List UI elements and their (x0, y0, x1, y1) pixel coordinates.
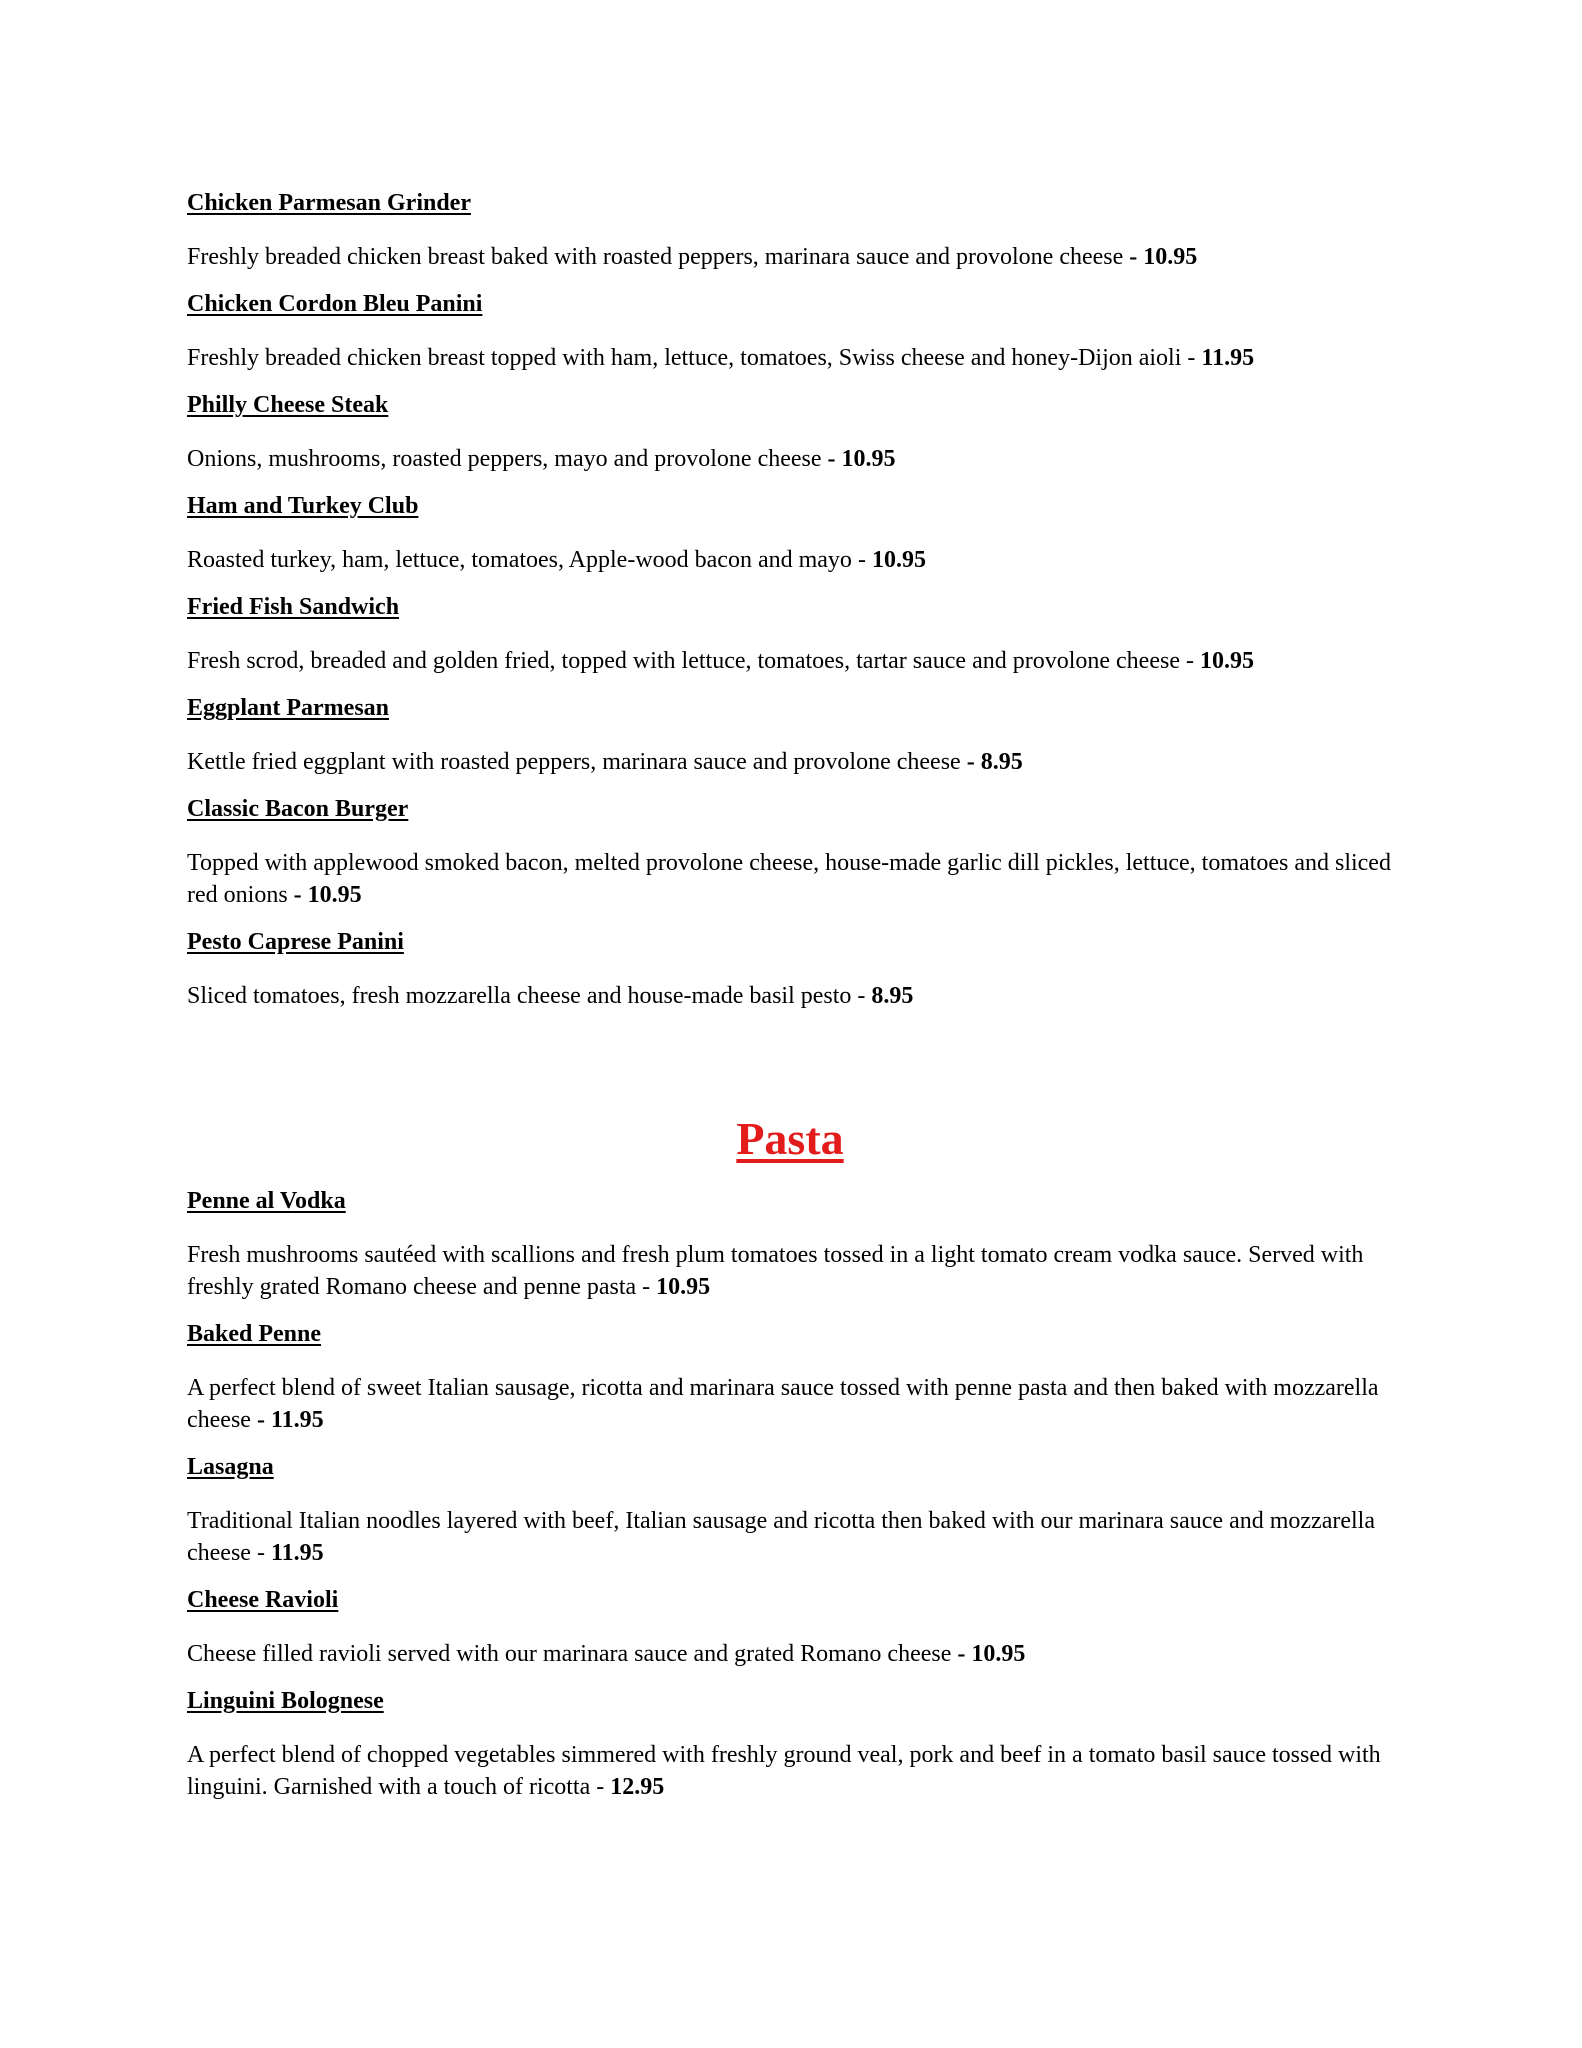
menu-item (187, 188, 1407, 273)
menu-item-name: Chicken Cordon Bleu Panini (187, 291, 483, 317)
price-separator: - (1179, 648, 1200, 674)
menu-item-price: 11.95 (270, 1540, 324, 1566)
menu-item-description-text: Sliced tomatoes, fresh mozzarella cheese and house-made basil pesto (187, 983, 852, 1009)
menu-item-description (187, 443, 1407, 475)
price-separator: - (1123, 244, 1144, 270)
menu-item-description (187, 746, 1407, 778)
price-separator: - (851, 547, 872, 573)
menu-item-description (187, 1505, 1407, 1569)
menu-item-description-text: Fresh mushrooms sautéed with scallions and fresh plum tomatoes tossed in a light tomato cream vodka sauce. Served with freshly grated Romano cheese and penne pasta (187, 1242, 1364, 1300)
menu-item-description (187, 241, 1407, 273)
menu-item-name: Chicken Parmesan Grinder (187, 190, 471, 216)
menu-item-description (187, 645, 1407, 677)
menu-item-name: Classic Bacon Burger (187, 796, 409, 822)
menu-item-description (187, 980, 1407, 1012)
pasta-section (187, 1112, 1407, 1819)
menu-item-price: 11.95 (1201, 345, 1255, 371)
menu-item-name: Ham and Turkey Club (187, 493, 419, 519)
menu-item (187, 927, 1407, 1012)
price-separator: - (821, 446, 842, 472)
menu-item-description-text: Freshly breaded chicken breast topped with ham, lettuce, tomatoes, Swiss cheese and honey-Dijon aioli (187, 345, 1182, 371)
menu-item (187, 592, 1407, 677)
menu-item-description-text: Kettle fried eggplant with roasted peppers, marinara sauce and provolone cheese (187, 749, 961, 775)
price-separator: - (250, 1540, 271, 1566)
menu-item (187, 491, 1407, 576)
menu-item-price: 8.95 (871, 983, 914, 1009)
menu-item-description-text: Onions, mushrooms, roasted peppers, mayo and provolone cheese (187, 446, 822, 472)
sandwich-section (187, 188, 1407, 1028)
menu-item-price: 10.95 (871, 547, 926, 573)
menu-item-description-text: Topped with applewood smoked bacon, melted provolone cheese, house-made garlic dill pickles, lettuce, tomatoes and sliced red onions (187, 850, 1391, 908)
menu-item (187, 794, 1407, 911)
menu-item-name: Fried Fish Sandwich (187, 594, 400, 620)
menu-item-name: Linguini Bolognese (187, 1688, 384, 1714)
menu-item (187, 289, 1407, 374)
menu-item (187, 1186, 1407, 1303)
menu-item (187, 1585, 1407, 1670)
price-separator: - (851, 983, 872, 1009)
menu-item-name: Pesto Caprese Panini (187, 929, 404, 955)
menu-item-description (187, 342, 1407, 374)
menu-item-description (187, 1372, 1407, 1436)
menu-item-price: 10.95 (307, 882, 362, 908)
menu-item-price: 10.95 (656, 1274, 711, 1300)
menu-item-name: Penne al Vodka (187, 1188, 346, 1214)
menu-item-description (187, 1638, 1407, 1670)
menu-item-price: 10.95 (841, 446, 896, 472)
menu-item-price: 10.95 (1143, 244, 1198, 270)
menu-item-description (187, 847, 1407, 911)
menu-item-description-text: Fresh scrod, breaded and golden fried, topped with lettuce, tomatoes, tartar sauce and provolone cheese (187, 648, 1180, 674)
menu-item-description (187, 544, 1407, 576)
pasta-heading: Pasta (736, 1113, 844, 1164)
price-separator: - (951, 1641, 972, 1667)
menu-item (187, 1319, 1407, 1436)
price-separator: - (287, 882, 308, 908)
menu-item-price: 8.95 (980, 749, 1023, 775)
menu-item (187, 1686, 1407, 1803)
menu-item-name: Lasagna (187, 1454, 274, 1480)
menu-item (187, 693, 1407, 778)
menu-item-price: 11.95 (270, 1407, 324, 1433)
menu-item-description-text: Freshly breaded chicken breast baked with roasted peppers, marinara sauce and provolone cheese (187, 244, 1124, 270)
menu-item-description-text: Traditional Italian noodles layered with beef, Italian sausage and ricotta then baked with our marinara sauce and mozzarella cheese (187, 1508, 1375, 1566)
price-separator: - (250, 1407, 271, 1433)
menu-item-price: 12.95 (610, 1774, 665, 1800)
price-separator: - (1181, 345, 1202, 371)
menu-item-name: Eggplant Parmesan (187, 695, 390, 721)
pasta-item-list (187, 1186, 1407, 1803)
menu-item-name: Cheese Ravioli (187, 1587, 339, 1613)
menu-item-description (187, 1239, 1407, 1303)
price-separator: - (960, 749, 981, 775)
menu-item-description-text: A perfect blend of chopped vegetables simmered with freshly ground veal, pork and beef in a tomato basil sauce tossed with linguini. Garnished with a touch of ricotta (187, 1742, 1381, 1800)
menu-item-description (187, 1739, 1407, 1803)
price-separator: - (590, 1774, 611, 1800)
menu-item-name: Baked Penne (187, 1321, 322, 1347)
menu-item (187, 390, 1407, 475)
menu-item-description-text: Cheese filled ravioli served with our marinara sauce and grated Romano cheese (187, 1641, 952, 1667)
menu-item-price: 10.95 (971, 1641, 1026, 1667)
menu-item-price: 10.95 (1199, 648, 1254, 674)
menu-item-description-text: A perfect blend of sweet Italian sausage, ricotta and marinara sauce tossed with penne pasta and then baked with mozzarella cheese (187, 1375, 1379, 1433)
price-separator: - (636, 1274, 657, 1300)
menu-item (187, 1452, 1407, 1569)
menu-item-description-text: Roasted turkey, ham, lettuce, tomatoes, Apple-wood bacon and mayo (187, 547, 852, 573)
menu-item-name: Philly Cheese Steak (187, 392, 389, 418)
